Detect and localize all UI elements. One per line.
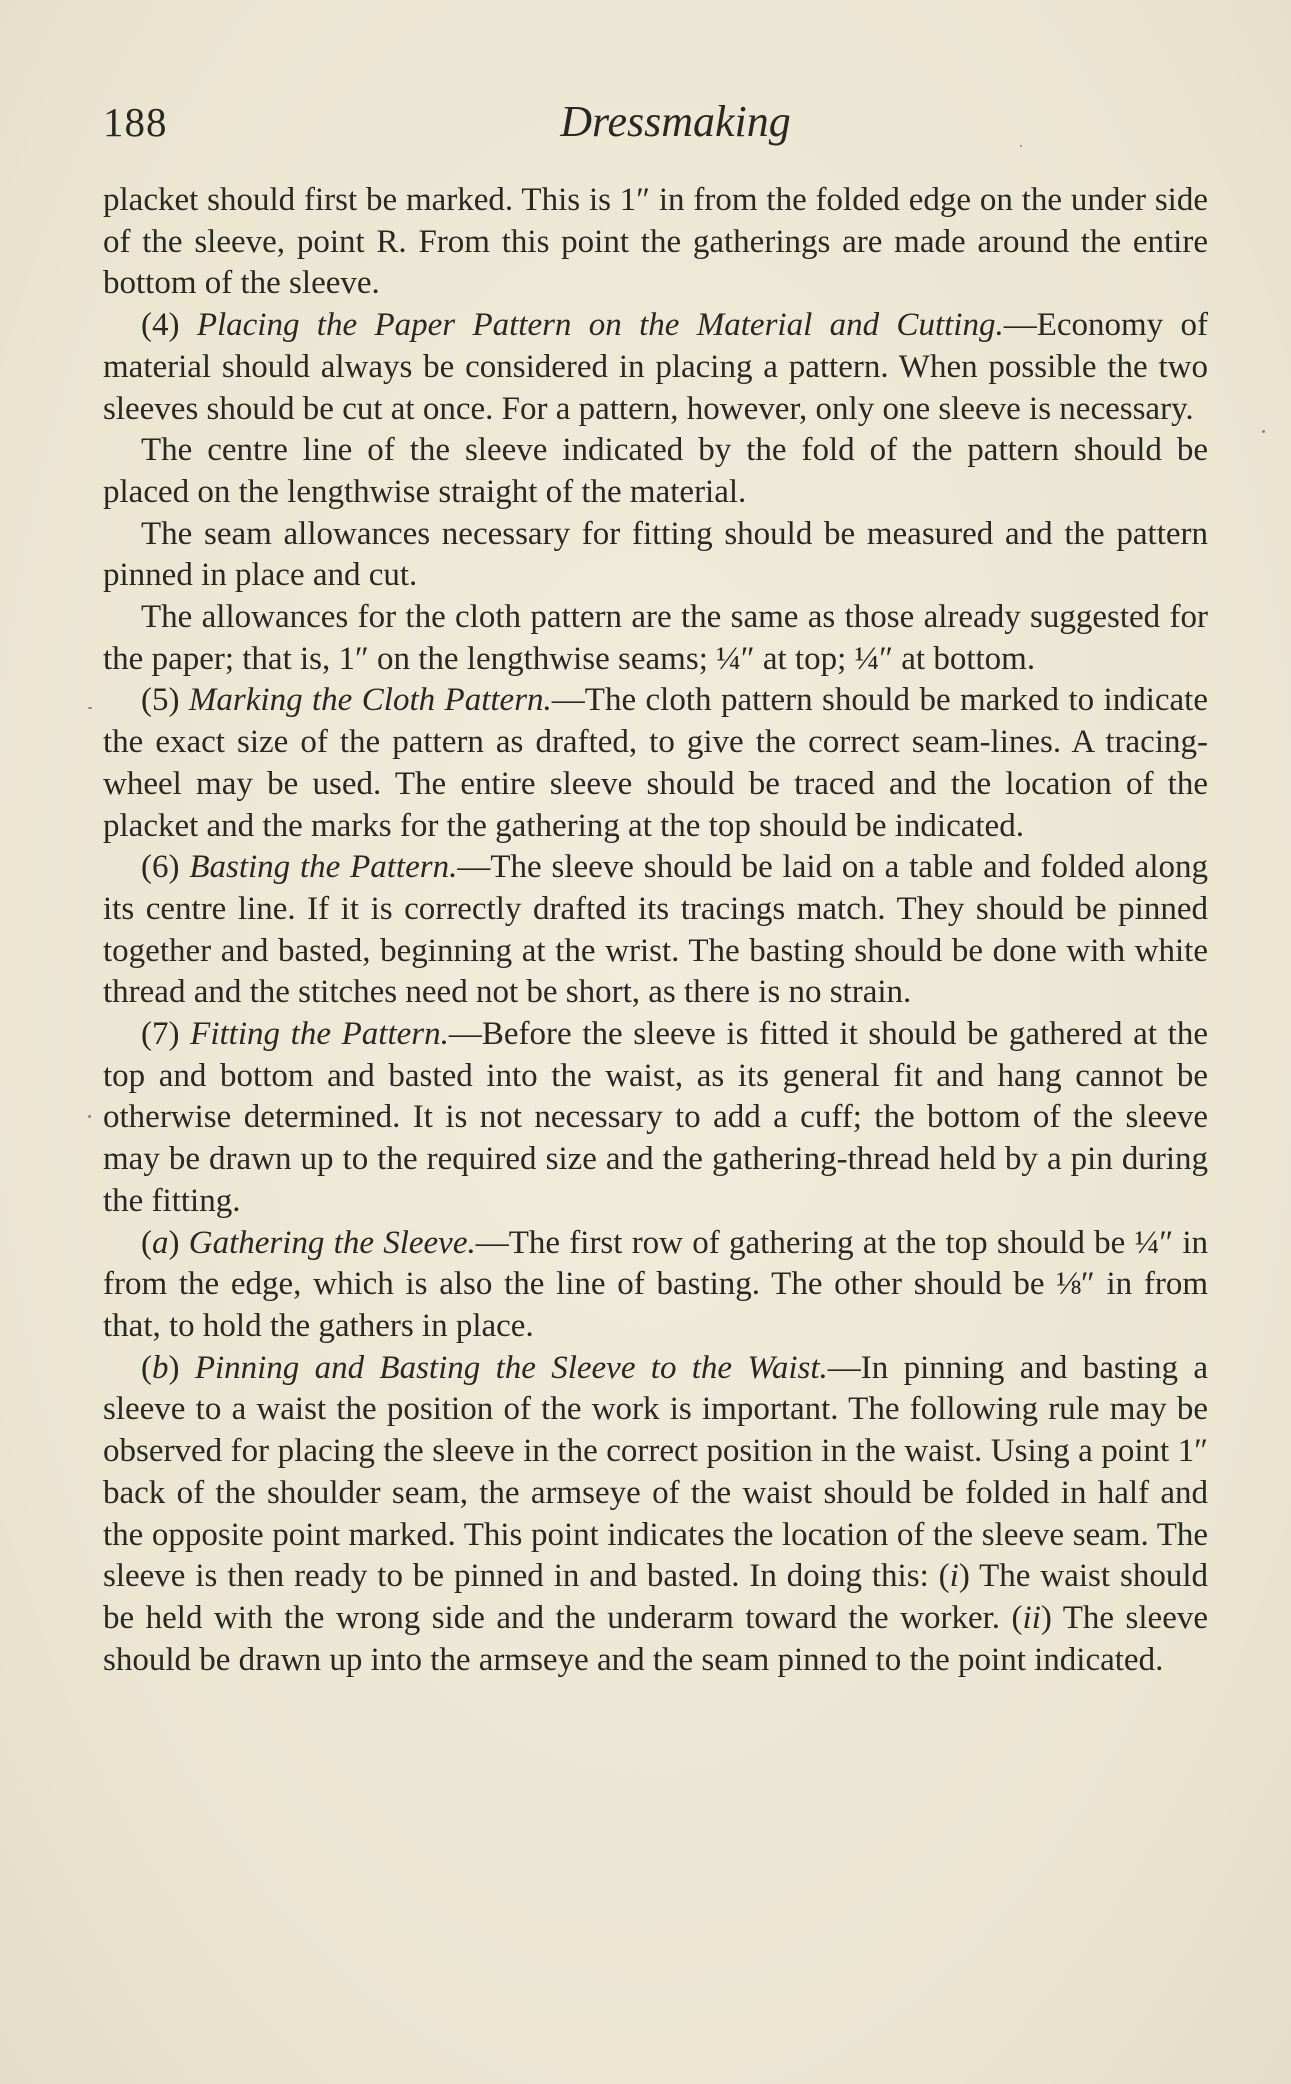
section-heading: Marking the Cloth Pattern. <box>188 682 552 719</box>
paragraph-fitting <box>103 1014 1208 1223</box>
body-text <box>103 180 1208 1681</box>
paragraph-text: The allowances for the cloth pattern are the same as those already suggested for the paper; that is, 1″ on the lengthwise seams; ¼″ at top; ¼″ at bottom. <box>103 599 1208 677</box>
sub-step-letter: a <box>152 1224 169 1261</box>
paragraph-placing-pattern <box>103 305 1208 430</box>
sub-step-close: ) <box>168 1224 189 1261</box>
paragraph-placket-continued <box>103 180 1208 305</box>
roman-numeral: i <box>949 1558 959 1595</box>
running-title: Dressmaking <box>560 97 791 146</box>
paper-speck <box>88 707 92 709</box>
paragraph-seam-allowances <box>103 514 1208 597</box>
section-heading: Basting the Pattern. <box>189 849 458 886</box>
paragraph-basting <box>103 847 1208 1014</box>
paragraph-text: ) The waist should be held with the wrong side and the underarm toward the worker. ( <box>103 1558 1208 1636</box>
sub-step-open: ( <box>141 1224 152 1261</box>
step-number: (5) <box>141 682 189 719</box>
paper-speck <box>1262 430 1265 433</box>
step-number: (6) <box>141 849 190 886</box>
paragraph-centre-line <box>103 430 1208 513</box>
paragraph-text: —Economy of material should always be considered in placing a pattern. When possible the two sleeves should be cut at once. For a pattern, however, only one sleeve is necessary. <box>103 307 1209 427</box>
paragraph-text: placket should first be marked. This is 1″ in from the folded edge on the under side of the sleeve, point R. From this point the gatherings are made around the entire bottom of the sleeve. <box>103 182 1208 302</box>
paragraph-text: —The first row of gathering at the top should be ¼″ in from the edge, which is also the line of basting. The other should be ⅛″ in from that, to hold the gathers in place. <box>103 1224 1208 1344</box>
sub-step-open: ( <box>141 1349 152 1386</box>
paragraph-text: ) The sleeve should be drawn up into the armseye and the seam pinned to the point indicated. <box>103 1599 1209 1678</box>
section-heading: Pinning and Basting the Sleeve to the Waist. <box>194 1349 828 1386</box>
paragraph-marking-cloth <box>103 680 1208 847</box>
paragraph-text: —In pinning and basting a sleeve to a waist the position of the work is important. The following rule may be observed for placing the sleeve in the correct position in the waist. Using a point 1″ back of the shoulder seam, the armseye of the waist should be folded in half and the opposite point marked. This point indicates the location of the sleeve seam. The sleeve is then ready to be pinned in and basted. In doing this: ( <box>103 1349 1208 1595</box>
paragraph-pinning-basting <box>103 1348 1208 1682</box>
step-number: (7) <box>141 1016 191 1053</box>
paper-speck <box>1020 145 1022 147</box>
sub-step-letter: b <box>152 1349 169 1386</box>
paper-speck <box>88 1115 91 1118</box>
paragraph-text: The centre line of the sleeve indicated by the fold of the pattern should be placed on the lengthwise straight of the material. <box>103 432 1208 510</box>
sub-step-close: ) <box>168 1349 195 1386</box>
paragraph-text: —Before the sleeve is fitted it should be gathered at the top and bottom and basted into the waist, as its general fit and hang cannot be otherwise determined. It is not necessary to add a cuff; the bottom of the sleeve may be drawn up to the required size and the gathering-thread held by a pin during the fitting. <box>103 1016 1208 1219</box>
paragraph-gathering <box>103 1223 1208 1348</box>
step-number: (4) <box>141 307 197 344</box>
roman-numeral: ii <box>1022 1599 1041 1636</box>
page-header <box>103 92 1208 152</box>
section-heading: Gathering the Sleeve. <box>188 1224 476 1261</box>
paragraph-text: —The cloth pattern should be marked to indicate the exact size of the pattern as drafted, to give the correct seam-lines. A tracing-wheel may be used. The entire sleeve should be traced and the location of the placket and the marks for the gathering at the top should be indicated. <box>103 682 1209 844</box>
page-number: 188 <box>103 99 168 145</box>
paragraph-text: —The sleeve should be laid on a table and folded along its centre line. If it is correctly drafted its tracings match. They should be pinned together and basted, beginning at the wrist. The basting should be done with white thread and the stitches need not be short, as there is no strain. <box>103 849 1208 1011</box>
section-heading: Fitting the Pattern. <box>190 1016 449 1053</box>
paragraph-cloth-allowances <box>103 597 1208 680</box>
section-heading: Placing the Paper Pattern on the Material and Cutting. <box>196 307 1004 344</box>
paragraph-text: The seam allowances necessary for fitting should be measured and the pattern pinned in place and cut. <box>103 515 1208 594</box>
